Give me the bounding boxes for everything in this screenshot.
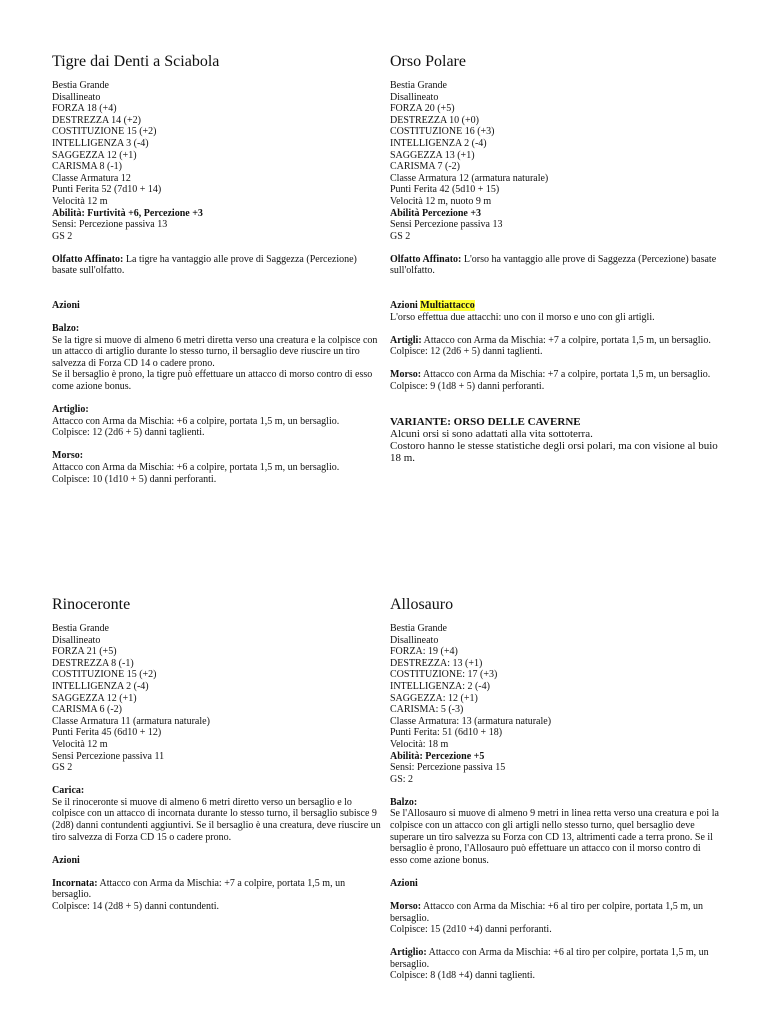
senses-line: Sensi Percezione passiva 13 <box>390 219 503 231</box>
stat-line: SAGGEZZA 13 (+1) <box>390 149 475 161</box>
stat-line: COSTITUZIONE: 17 (+3) <box>390 669 498 681</box>
statblock-tiger <box>52 52 382 485</box>
trait-name: Olfatto Affinato: <box>52 253 124 265</box>
stat-line: FORZA 21 (+5) <box>52 646 117 658</box>
statblock-polar-bear <box>390 52 720 464</box>
stat-line: SAGGEZZA 12 (+1) <box>52 692 137 704</box>
bite-attack: Attacco con Arma da Mischia: +7 a colpire, portata 1,5 m, un bersaglio. <box>421 369 711 381</box>
stat-line: COSTITUZIONE 15 (+2) <box>52 669 157 681</box>
stat-line: Classe Armatura: 13 (armatura naturale) <box>390 715 552 727</box>
stat-line: Punti Ferita 52 (7d10 + 14) <box>52 184 162 196</box>
rhino-stats <box>52 623 382 774</box>
multiattack-highlight: Multiattacco <box>420 300 475 311</box>
stat-line: CARISMA: 5 (-3) <box>390 704 464 716</box>
pounce-name: Balzo: <box>390 796 418 808</box>
multiattack-text: L'orso effettua due attacchi: uno con il morso e uno con gli artigli. <box>390 311 655 323</box>
bite-attack: Attacco con Arma da Mischia: +6 a colpire, portata 1,5 m, un bersaglio. <box>52 462 340 474</box>
stat-line: Velocità 12 m, nuoto 9 m <box>390 195 492 207</box>
bite-attack: Attacco con Arma da Mischia: +6 al tiro per colpire, portata 1,5 m, un bersaglio. <box>390 900 704 924</box>
actions-heading: Azioni <box>52 854 80 866</box>
trait-keen-smell <box>52 254 382 277</box>
stat-line: INTELLIGENZA 2 (-4) <box>390 137 487 149</box>
trait-text: La tigre ha vantaggio alle prove di Saggezza (Percezione) basate sull'olfatto. <box>52 253 357 277</box>
stat-line: CARISMA 8 (-1) <box>52 161 123 173</box>
allosaurus-stats <box>390 623 720 785</box>
stat-line: Bestia Grande <box>390 80 447 91</box>
stat-line: Disallineato <box>390 634 439 646</box>
challenge-rating: GS 2 <box>390 230 411 242</box>
bite-name: Morso: <box>390 369 422 381</box>
stat-line: Disallineato <box>390 91 439 103</box>
claws-action <box>390 335 720 347</box>
gore-hit: Colpisce: 14 (2d8 + 5) danni contundenti. <box>52 900 220 912</box>
stat-line: Classe Armatura 12 (armatura naturale) <box>390 172 549 184</box>
bite-action <box>390 369 720 381</box>
stat-line: Classe Armatura 11 (armatura naturale) <box>52 715 210 727</box>
stat-line: DESTREZZA 10 (+0) <box>390 114 479 126</box>
trait-keen-smell <box>390 254 720 277</box>
claws-attack: Attacco con Arma da Mischia: +7 a colpire, portata 1,5 m, un bersaglio. <box>421 334 711 346</box>
claws-name: Artigli: <box>390 334 422 346</box>
stat-line: Velocità 12 m <box>52 738 108 750</box>
senses-line: Sensi Percezione passiva 11 <box>52 750 165 762</box>
stat-line: Disallineato <box>52 91 101 103</box>
actions-heading: Azioni <box>52 300 80 311</box>
pounce-text-2: Se il bersaglio è prono, la tigre può effettuare un attacco di morso contro di esso come azione bonus. <box>52 369 373 393</box>
stat-line: INTELLIGENZA 3 (-4) <box>52 137 149 149</box>
pounce-name: Balzo: <box>52 323 80 335</box>
trait-name: Olfatto Affinato: <box>390 253 462 265</box>
stat-line: SAGGEZZA 12 (+1) <box>52 149 137 161</box>
variant-box <box>390 416 720 465</box>
trait-text: L'orso ha vantaggio alle prove di Saggezza (Percezione) basate sull'olfatto. <box>390 253 717 277</box>
stat-line: FORZA: 19 (+4) <box>390 646 458 658</box>
bite-action <box>390 901 720 924</box>
claw-hit: Colpisce: 8 (1d8 +4) danni taglienti. <box>390 970 536 982</box>
pounce-text: Se l'Allosauro si muove di almeno 9 metri in linea retta verso una creatura e poi la colpisce con un attacco con gli artigli nello stesso turno, quel bersaglio deve superare un tiro salvezza su Forza con CD 13, altrimenti cade a terra prono. Se il bersaglio è prono, l'Allosauro può effettuare un attacco con il morso contro di esso come azione bonus. <box>390 808 719 866</box>
actions-heading: Azioni <box>390 300 418 311</box>
skills-line: Abilità: Percezione +5 <box>390 750 485 762</box>
gore-attack: Attacco con Arma da Mischia: +7 a colpire, portata 1,5 m, un bersaglio. <box>52 877 346 901</box>
bite-hit: Colpisce: 10 (1d10 + 5) danni perforanti. <box>52 473 217 485</box>
variant-text-2: Costoro hanno le stesse statistiche degli orsi polari, ma con visione al buio 18 m. <box>390 439 718 465</box>
claw-name: Artiglio: <box>52 404 89 416</box>
actions-heading-line <box>390 300 720 312</box>
charge-name: Carica: <box>52 785 85 797</box>
stat-line: Velocità: 18 m <box>390 738 449 750</box>
challenge-rating: GS 2 <box>52 762 73 774</box>
senses-line: Sensi: Percezione passiva 13 <box>52 219 168 231</box>
statblock-allosaurus <box>390 595 720 982</box>
statblock-rhinoceros <box>52 595 382 913</box>
stat-line: CARISMA 7 (-2) <box>390 161 461 173</box>
tiger-stats <box>52 80 382 242</box>
claw-action <box>390 947 720 970</box>
stat-line: CARISMA 6 (-2) <box>52 704 123 716</box>
claw-attack: Attacco con Arma da Mischia: +6 al tiro per colpire, portata 1,5 m, un bersaglio. <box>390 947 709 970</box>
bear-title: Orso Polare <box>390 53 466 70</box>
skills-line: Abilità Percezione +3 <box>390 207 482 219</box>
stat-line: DESTREZZA 14 (+2) <box>52 114 141 126</box>
challenge-rating: GS: 2 <box>390 773 414 785</box>
stat-line: Bestia Grande <box>390 623 447 634</box>
allosaurus-title: Allosauro <box>390 596 454 613</box>
bite-hit: Colpisce: 9 (1d8 + 5) danni perforanti. <box>390 380 545 392</box>
challenge-rating: GS 2 <box>52 230 73 242</box>
senses-line: Sensi: Percezione passiva 15 <box>390 762 506 774</box>
stat-line: DESTREZZA 8 (-1) <box>52 657 134 669</box>
gore-name: Incornata: <box>52 877 98 889</box>
stat-line: DESTREZZA: 13 (+1) <box>390 657 483 669</box>
tiger-title: Tigre dai Denti a Sciabola <box>52 53 220 70</box>
stat-line: SAGGEZZA: 12 (+1) <box>390 692 478 704</box>
bite-name: Morso: <box>390 900 422 912</box>
variant-text: Alcuni orsi si sono adattati alla vita sottoterra. <box>390 427 593 440</box>
stat-line: COSTITUZIONE 16 (+3) <box>390 126 495 138</box>
skills-line: Abilità: Furtività +6, Percezione +3 <box>52 207 203 219</box>
stat-line: Punti Ferita 42 (5d10 + 15) <box>390 184 500 196</box>
stat-line: FORZA 18 (+4) <box>52 103 117 115</box>
stat-line: Punti Ferita 45 (6d10 + 12) <box>52 727 162 739</box>
stat-line: Bestia Grande <box>52 80 109 91</box>
stat-line: INTELLIGENZA 2 (-4) <box>52 680 149 692</box>
charge-text: Se il rinoceronte si muove di almeno 6 metri diretto verso un bersaglio e lo colpisce con un attacco di incornata durante lo stesso turno, il bersaglio subisce 9 (2d8) danni contundenti aggiuntivi. Se il bersaglio è una creatura, deve riuscire un tiro salvezza di Forza CD 15 o cadere prono. <box>52 796 381 843</box>
stat-line: COSTITUZIONE 15 (+2) <box>52 126 157 138</box>
rhino-title: Rinoceronte <box>52 596 131 613</box>
claw-name: Artiglio: <box>390 947 427 959</box>
gore-action <box>52 878 382 901</box>
stat-line: FORZA 20 (+5) <box>390 103 455 115</box>
pounce-text: Se la tigre si muove di almeno 6 metri diretta verso una creatura e la colpisce con un attacco di artiglio durante lo stesso turno, il bersaglio deve riuscire un tiro salvezza di Forza CD 14 o cadere prono. <box>52 334 378 369</box>
claw-attack: Attacco con Arma da Mischia: +6 a colpire, portata 1,5 m, un bersaglio. <box>52 415 340 427</box>
actions-heading: Azioni <box>390 877 418 889</box>
claws-hit: Colpisce: 12 (2d6 + 5) danni taglienti. <box>390 346 543 358</box>
variant-title: VARIANTE: ORSO DELLE CAVERNE <box>390 415 581 428</box>
bite-name: Morso: <box>52 450 84 462</box>
stat-line: INTELLIGENZA: 2 (-4) <box>390 680 490 692</box>
stat-line: Bestia Grande <box>52 623 109 634</box>
bite-hit: Colpisce: 15 (2d10 +4) danni perforanti. <box>390 924 552 936</box>
stat-line: Velocità 12 m <box>52 195 108 207</box>
stat-line: Punti Ferita: 51 (6d10 + 18) <box>390 727 503 739</box>
stat-line: Disallineato <box>52 634 101 646</box>
stat-line: Classe Armatura 12 <box>52 172 131 184</box>
bear-stats <box>390 80 720 242</box>
claw-hit: Colpisce: 12 (2d6 + 5) danni taglienti. <box>52 427 205 439</box>
